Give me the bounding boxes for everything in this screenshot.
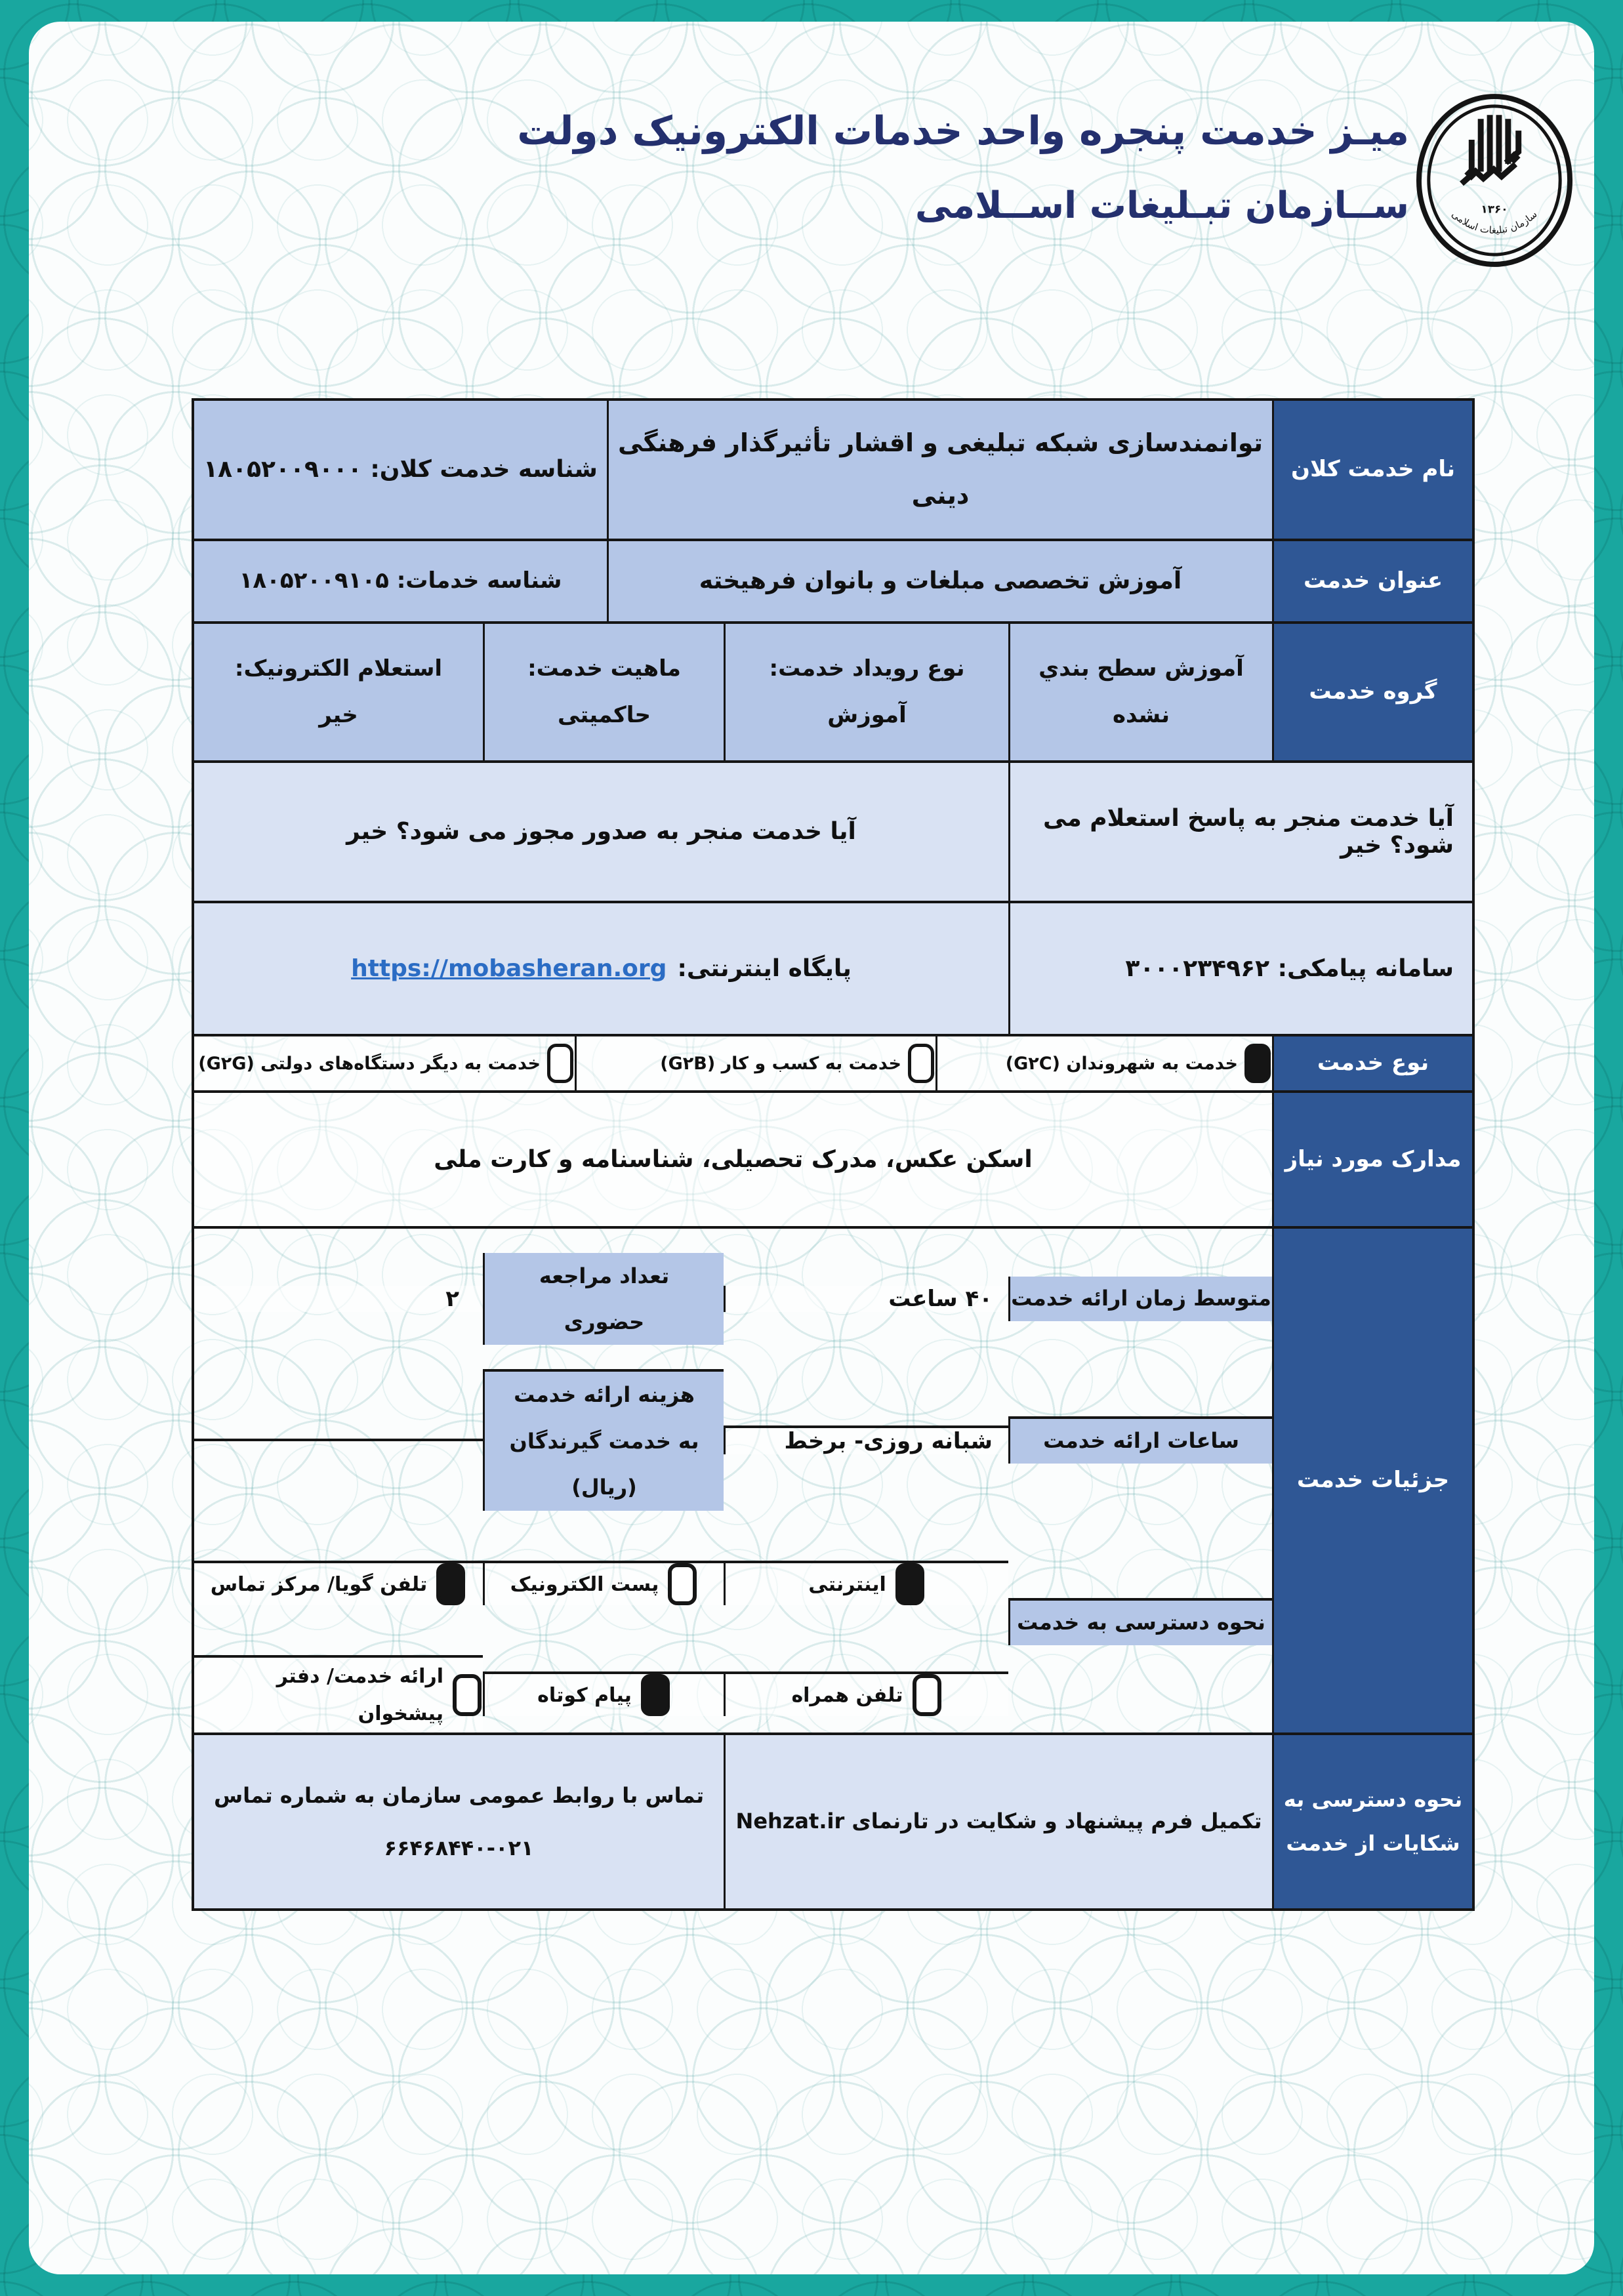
checkbox-internet[interactable] [895, 1563, 924, 1605]
access-option-office [194, 1655, 483, 1732]
row-macro-service-name [194, 401, 1472, 539]
row-service-title [194, 539, 1472, 621]
service-title-value: آموزش تخصصی مبلغات و بانوان فرهیخته [607, 541, 1272, 621]
service-cost-label: هزینه ارائه خدمت به خدمت گیرندگان (ریال) [483, 1369, 724, 1510]
service-type-option-g2b [575, 1036, 935, 1090]
license-issue-question: آیا خدمت منجر به صدور مجوز می شود؟ خیر [194, 763, 1008, 901]
label-macro-service-name: نام خدمت کلان [1272, 401, 1472, 539]
g2g-label: خدمت به دیگر دستگاه‌های دولتی (G۲G) [198, 1053, 541, 1074]
label-service-type: نوع خدمت [1272, 1036, 1472, 1090]
row-required-documents [194, 1090, 1472, 1226]
avg-time-value: ۴۰ ساعت [724, 1286, 1008, 1312]
checkbox-g2g[interactable] [547, 1044, 573, 1083]
row-inquiry-license [194, 760, 1472, 901]
complaints-phone-line2: ۶۶۴۶۸۴۴۰-۰۲۱ [384, 1835, 534, 1860]
service-id: شناسه خدمات: ۱۸۰۵۲۰۰۹۱۰۵ [194, 541, 607, 621]
website-label: پایگاه اینترنتی: [677, 954, 852, 982]
checkbox-email[interactable] [668, 1563, 697, 1605]
label-service-group: گروه خدمت [1272, 624, 1472, 760]
service-nature-cell [483, 624, 724, 760]
complaints-label-line2: شکایات از خدمت [1286, 1831, 1460, 1856]
access-option-sms [483, 1671, 724, 1716]
electronic-inquiry-title: استعلام الکترونیک: [234, 655, 443, 682]
access-option-internet [724, 1561, 1008, 1605]
page-title: میـز خدمت پنجره واحد خدمات الکترونیک دولت [517, 108, 1409, 154]
checkbox-mobile[interactable] [913, 1674, 941, 1716]
inquiry-answer-question: آیا خدمت منجر به پاسخ استعلام می شود؟ خیر [1008, 763, 1472, 901]
service-info-table [192, 398, 1475, 1911]
checkbox-ivr[interactable] [436, 1563, 465, 1605]
organization-name: ســازمان تبـلیغات اســلامی [914, 184, 1409, 227]
complaints-phone-line1: تماس با روابط عمومی سازمان به شماره تماس [213, 1783, 705, 1808]
service-group-value: آموزش سطح بندي نشده [1008, 624, 1272, 760]
complaints-label-line1: نحوه دسترسی به [1283, 1786, 1463, 1812]
required-documents-value: اسکن عکس، مدرک تحصیلی، شناسنامه و کارت ملی [194, 1093, 1272, 1226]
checkbox-g2b[interactable] [908, 1044, 934, 1083]
website-cell [194, 903, 1008, 1034]
office-label: ارائه خدمت/ دفتر پیشخوان [276, 1665, 443, 1725]
row-complaints-access [194, 1732, 1472, 1908]
label-service-title: عنوان خدمت [1272, 541, 1472, 621]
row-service-details [194, 1226, 1472, 1732]
row-sms-website [194, 901, 1472, 1034]
row-service-group [194, 621, 1472, 760]
checkbox-g2c[interactable] [1244, 1044, 1271, 1083]
label-service-details: جزئیات خدمت [1272, 1229, 1472, 1732]
internet-label: اینترنتی [808, 1572, 886, 1596]
service-details-grid [194, 1229, 1272, 1732]
website-link[interactable]: https://mobasheran.org [351, 954, 667, 982]
row-service-type [194, 1034, 1472, 1090]
ivr-label: تلفن گویا/ مرکز تماس [210, 1572, 428, 1596]
g2b-label: خدمت به کسب و کار (G۲B) [660, 1053, 901, 1074]
macro-service-id: شناسه خدمت کلان: ۱۸۰۵۲۰۰۹۰۰۰ [194, 401, 607, 539]
event-type-value: آموزش [827, 702, 907, 728]
mobile-label: تلفن همراه [791, 1683, 903, 1707]
label-complaints-access [1272, 1735, 1472, 1908]
sms-system-value: سامانه پیامکی: ۳۰۰۰۲۳۴۹۶۲ [1008, 903, 1472, 1034]
visit-count-number: ۲ [445, 1286, 459, 1312]
organization-logo-icon [1413, 90, 1576, 271]
visit-count-value [194, 1286, 483, 1312]
logo-org-text: سازمان تبلیغات اسلامی [1449, 208, 1540, 236]
service-cost-value [194, 1439, 483, 1441]
header-titles [517, 108, 1409, 227]
electronic-inquiry-value: خیر [319, 702, 358, 728]
access-option-email [483, 1561, 724, 1605]
document-page [29, 22, 1594, 2274]
service-type-option-g2c [935, 1036, 1272, 1090]
access-option-ivr [194, 1561, 483, 1605]
g2c-label: خدمت به شهروندان (G۲C) [1005, 1053, 1238, 1074]
service-nature-title: ماهیت خدمت: [527, 655, 681, 682]
macro-service-name-value: توانمندسازی شبکه تبلیغی و اقشار تأثیرگذار فرهنگی دینی [607, 401, 1272, 539]
label-required-documents: مدارک مورد نیاز [1272, 1093, 1472, 1226]
service-hours-value: شبانه روزی- برخط [724, 1425, 1008, 1454]
avg-time-label: متوسط زمان ارائه خدمت [1008, 1277, 1272, 1321]
electronic-inquiry-cell [194, 624, 483, 760]
event-type-title: نوع رویداد خدمت: [769, 655, 965, 682]
logo-year: ۱۳۶۰ [1481, 202, 1508, 216]
service-type-option-g2g [194, 1036, 575, 1090]
checkbox-sms[interactable] [641, 1674, 670, 1716]
sms-label: پیام کوتاه [537, 1683, 632, 1707]
visit-count-label: تعداد مراجعه حضوری [483, 1253, 724, 1345]
access-method-label: نحوه دسترسی به خدمت [1008, 1598, 1272, 1645]
access-option-mobile [724, 1671, 1008, 1716]
service-nature-value: حاکمیتی [558, 702, 651, 728]
service-hours-label: ساعات ارائه خدمت [1008, 1416, 1272, 1463]
event-type-cell [724, 624, 1008, 760]
checkbox-office[interactable] [453, 1674, 482, 1716]
email-label: پست الکترونیک [510, 1572, 659, 1596]
complaints-phone-method [194, 1735, 724, 1908]
complaints-web-method: تکمیل فرم پیشنهاد و شکایت در تارنمای Nehzat.ir [724, 1735, 1272, 1908]
